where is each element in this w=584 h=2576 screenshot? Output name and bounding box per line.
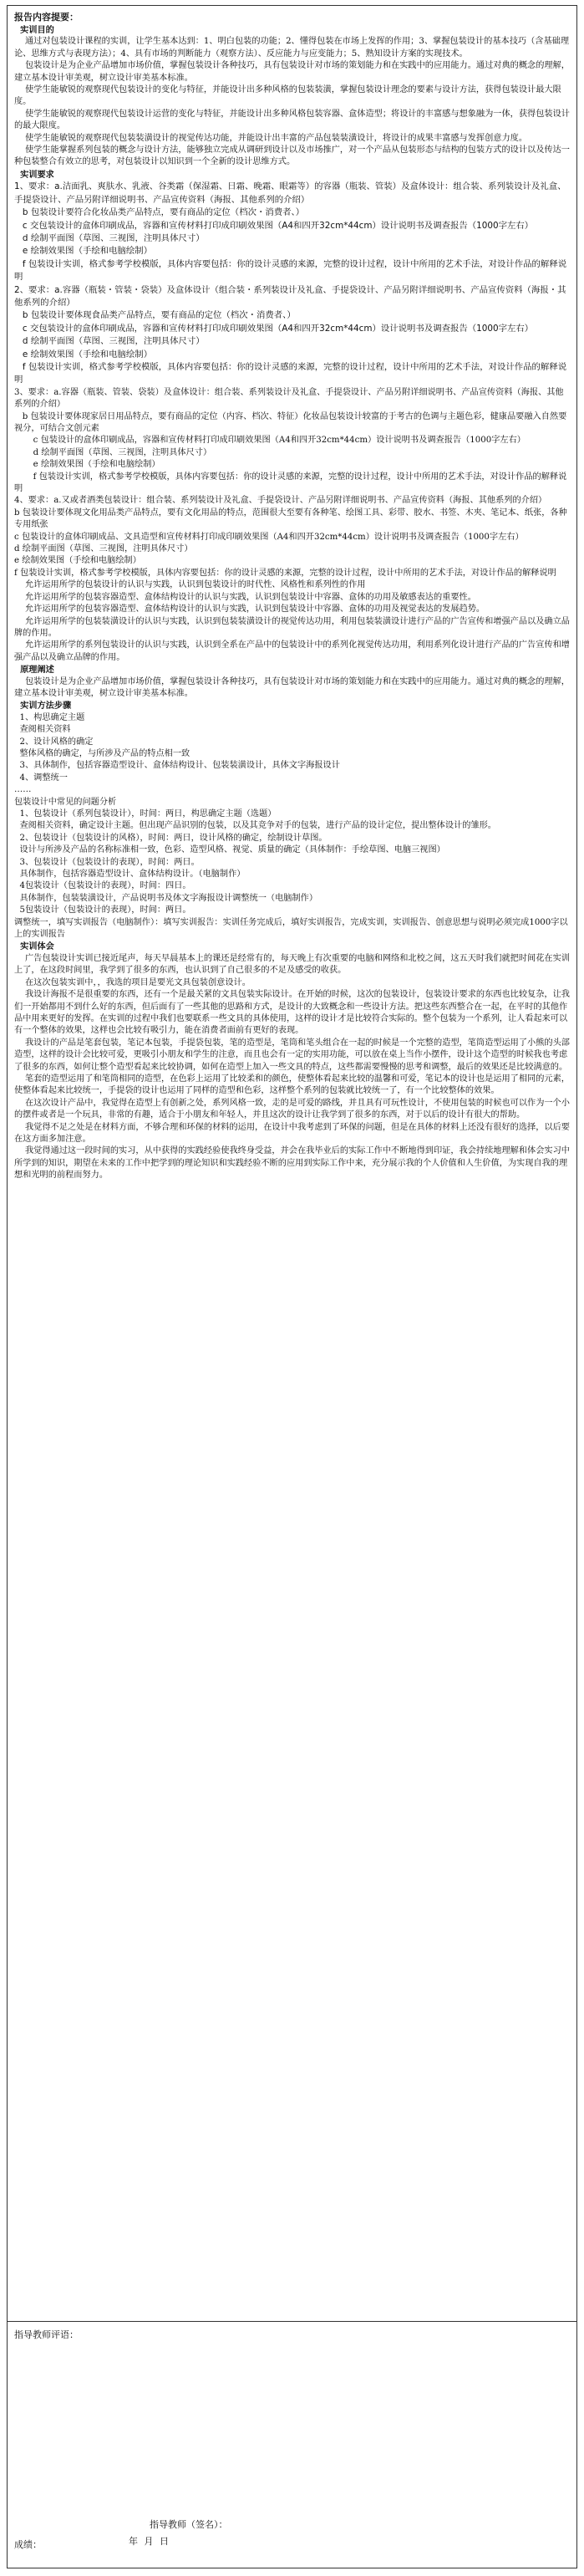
- report-paragraph: 5包装设计（包装设计的表现），时间：两日。: [14, 905, 191, 916]
- report-paragraph: 1、构思确定主题: [14, 712, 85, 722]
- report-paragraph: e 绘制效果图（手绘和电脑绘制）: [14, 460, 160, 470]
- report-paragraph: 3、要求：a.容器（瓶装、管装、袋装）及盒体设计：组合装、系列装设计及礼盒、手提袋设计、产品另附详细说明书、产品宣传资料（海报、其他系列的介绍）: [14, 387, 564, 410]
- report-paragraph: b 包装设计要体现家居日用品特点，要有商品的定位（内容、档次、特征）化妆品包装设计较富的于考古的色调与主题色彩，健康品要融入自然要视分，可结合文创元素: [14, 411, 567, 433]
- report-paragraph: 笔套的造型运用了和笔筒相同的造型，在色彩上运用了比较柔和的颜色，使整体看起来比较的温馨和可爱，笔记本的设计也是运用了相同的元素，使整体看起来比较统一，手提袋的设计也运用了同样的造型和色彩，这样整个系列的包装就比较统一了，有一个比较整体的效果。: [14, 1074, 570, 1096]
- report-paragraph: 广告包装设计实训已接近尾声，每天早晨基本上的课还是经常有的，每天晚上有次重要的电脑和网络和北校之间，这五天时我们就把时间花在实训上了，在这段时间里，我学到了很多的东西，也认识到了自己很多的不足及感受的收获。: [14, 953, 570, 976]
- report-paragraph: 1、要求：a.洁面乳、爽肤水、乳液、谷类霜（保湿霜、日霜、晚霜、眼霜等）的容器（瓶装、管装）及盒体设计：组合装、系列装设计及礼盒、手提袋设计、产品另附详细说明书、产品宣传资料（海报、其他系列的介绍）: [14, 181, 566, 205]
- report-paragraph: 我设计的产品是笔套包装，笔记本包装，手提袋包装，笔的造型是，笔筒和笔头组合在一起的时候是一个完整的造型，笔筒造型运用了小熊的头部造型，这样的设计会比较可爱，更吸引小朋友和学生的注意，而且也会有一定的实用功能，可以放在桌上当作小摆件，设计这个造型的时候我也考虑了很多的东西，如何让整个造型看起来比较协调，如何在造型上加入一些文具的特点，这些都需要慢慢的思考和调整，最后的效果还是比较满意的。: [14, 1038, 570, 1072]
- report-paragraph: f 包装设计实训，格式参考学校模版，具体内容要包括：你的设计灵感的来源，完整的设计过程，设计中所用的艺术手法，对设计作品的解释说明: [14, 361, 567, 385]
- section-heading: 原理阐述: [14, 665, 54, 676]
- report-paragraph: 查阅相关资料: [14, 725, 71, 735]
- report-paragraph: 我觉得通过这一段时间的实习，从中获得的实践经验使我终身受益，并会在我毕业后的实际工作中不断地得到印证，我会持续地理解和体会实习中所学到的知识，期望在未来的工作中把学到的理论知识和实践经验不断的应用到实际工作中来，充分展示我的个人价值和人生价值，为实现自我的理想和光明的前程而努力。: [14, 1146, 570, 1181]
- report-paragraph: 2、要求：a.容器（瓶装・管装・袋装）及盒体设计（组合装・系列装设计及礼盒、手提袋设计、产品另附详细说明书、产品宣传资料（海报・其他系列的介绍）: [14, 284, 566, 308]
- report-paragraph: b 包装设计要体现文化用品类产品特点，要有文化用品的特点，范围很大至要有各种笔、绘图工具、彩带、胶水、书签、木夹、笔记本、纸张，各种专用纸张: [14, 508, 567, 530]
- report-paragraph: c 包装设计的盒体印刷成品，容器和宣传材料打印成印刷效果图（A4和四开32cm*44cm）设计说明书及调查报告（1000字左右）: [14, 436, 526, 446]
- report-paragraph: e 绘制效果图（手绘和电脑绘制）: [14, 246, 153, 257]
- report-paragraph: f 包装设计实训，格式参考学校模版，具体内容要包括：你的设计灵感的来源，完整的设计过程，设计中所用的艺术手法，对设计作品的解释说明: [14, 568, 556, 578]
- report-paragraph: 调整统一，填写实训报告（电脑制作）：填写实训报告：实训任务完成后，填好实训报告，完成实训，实训报告、创意思想与说明必须完成1000字以上的实训报告: [14, 917, 568, 940]
- report-paragraph: d 绘制平面图（草图、三视图，注明具体尺寸）: [14, 232, 205, 243]
- report-paragraph: 4包装设计（包装设计的表现），时间：四日。: [14, 881, 191, 891]
- report-paragraph: ……: [14, 785, 32, 795]
- report-paragraph: 包装设计是为企业产品增加市场价值，掌握包装设计各种技巧，具有包装设计对市场的策划能力和在实践中的应用能力。通过对典的概念的理解，建立基本设计审美观，树立设计审美基本标准。: [14, 676, 570, 698]
- report-paragraph: 整体风格的确定，与所涉及产品的特点相一致: [14, 748, 190, 758]
- report-paragraph: 具体制作，包括容器造型设计、盒体结构设计。（电脑制作）: [14, 870, 246, 880]
- report-paragraph: 2、包装设计（包装设计的风格），时间：两日，设计风格的确定，绘制设计草图。: [14, 833, 328, 843]
- report-paragraph: 允许运用所学的包装容器造型、盒体结构设计的认识与实践，认识到包装设计中容器、盒体的功用及视觉表达的发展趋势。: [14, 604, 485, 615]
- report-content-cell: [8, 6, 576, 2322]
- report-paragraph: 查阅相关资料，确定设计主题。但出现产品识别的包装，以及其竞争对手的包装，进行产品的设计定位，提出整体设计的雏形。: [14, 821, 496, 831]
- teacher-signature-label: 指导教师（签名）：: [150, 2519, 228, 2530]
- date-label: 年 月 日: [129, 2536, 170, 2547]
- report-paragraph: 使学生能敏锐的观察现代包装装潢设计的视觉传达功能，并能设计出丰富的产品包装装潢设计，将设计的成果丰富感与发挥创意力度。: [14, 133, 528, 143]
- report-paragraph: d 绘制平面图（草图、三视图，注明具体尺寸）: [14, 447, 212, 457]
- report-paragraph: d 绘制平面图（草图、三视图，注明具体尺寸）: [14, 544, 193, 554]
- report-paragraph: 使学生能掌握系列包装的概念与设计方法，能够独立完成从调研到设计以及市场推广，对一个产品从包装形态与结构的包装方式的设计以及传达一种包装整合有效立的思考，对包装设计以知识到一个全新的设计思维方式。: [14, 145, 570, 167]
- report-paragraph: 允许运用所学的系列包装设计的认识与实践，认识到全系在产品中的包装设计中的系列化视觉传达功用，利用系列化设计进行产品的广告宣传和增强产品以及确立品牌的作用。: [14, 640, 570, 662]
- report-paragraph: e 绘制效果图（手绘和电脑绘制）: [14, 349, 153, 360]
- report-paragraph: 使学生能敏锐的观察现代包装设计的变化与特征，并能设计出多种风格的包装装潢，掌握包装设计理念的要素与设计方法，获得包装设计最大限度。: [14, 85, 561, 107]
- report-title: 报告内容提要：: [14, 12, 79, 23]
- report-paragraph: b 包装设计要符合化妆品类产品特点，要有商品的定位（档次・消费者、）: [14, 207, 305, 218]
- report-paragraph: 包装设计中常见的问题分析: [14, 797, 117, 807]
- feedback-label: 指导教师评语：: [14, 2329, 79, 2340]
- section-heading: 实训目的: [14, 25, 54, 35]
- report-paragraph: e 绘制效果图（手绘和电脑绘制）: [14, 556, 141, 566]
- report-paragraph: 1、包装设计（系列包装设计），时间：两日，构思确定主题（选题）: [14, 809, 277, 819]
- report-paragraph: 在这次包装实训中，，我选的项目是要光文具包装创意设计。: [14, 977, 251, 987]
- section-heading: 实训体会: [14, 941, 54, 952]
- report-paragraph: c 交包装设计的盒体印刷成品，容器和宣传材料打印成印刷效果图（A4和四开32cm*44cm）设计说明书及调查报告（1000字左右）: [14, 323, 534, 334]
- grade-label: 成绩：: [14, 2539, 42, 2550]
- report-paragraph: c 交包装设计的盒体印刷成品，容器和宣传材料打印成印刷效果图（A4和四开32cm*44cm）设计说明书及调查报告（1000字左右）: [14, 220, 534, 231]
- report-paragraph: 通过对包装设计课程的实训，让学生基本达到：1、明白包装的功能；2、懂得包装在市场上发挥的作用；3、掌握包装设计的基本技巧（含基础理论、思维方式与表现方法）；4、具有市场的判断能力（观察方法）、反应能力与应变能力；5、熟知设计方案的实现技术。: [14, 37, 570, 59]
- report-sheet: [7, 5, 577, 2568]
- report-paragraph: 包装设计是为企业产品增加市场价值，掌握包装设计各种技巧，具有包装设计对市场的策划能力和在实践中的应用能力。通过对典的概念的理解，建立基本设计审美观，树立设计审美基本标准。: [14, 61, 570, 83]
- section-heading: 实训方法步骤: [14, 701, 72, 712]
- report-paragraph: 具体制作，包装装潢设计，产品说明书及体文字海报设计调整统一（电脑制作）: [14, 893, 318, 903]
- report-paragraph: f 包装设计实训，格式参考学校模版，具体内容要包括：你的设计灵感的来源，完整的设计过程，设计中所用的艺术手法，对设计作品的解释说明: [14, 258, 567, 283]
- report-paragraph: f 包装设计实训，格式参考学校模版，具体内容要包括：你的设计灵感的来源，完整的设计过程，设计中所用的艺术手法，对设计作品的解释说明: [14, 472, 567, 494]
- report-paragraph: 在这次设计产品中，我觉得在造型上有创新之处，系列风格一致，走的是可爱的路线，并且具有可玩性设计，不使用包装的时候也可以作为一个小的摆件或者是一个玩具，非常的有趣，适合于小朋友和年轻人，并且这次的设计让我学到了很多的东西，对于以后的设计有很大的帮助。: [14, 1098, 570, 1120]
- report-paragraph: 3、具体制作，包括容器造型设计、盒体结构设计、包装装潢设计，具体文字海报设计: [14, 761, 340, 771]
- section-heading: 实训要求: [14, 169, 54, 180]
- report-paragraph: 2、设计风格的确定: [14, 737, 94, 747]
- report-paragraph: c 包装设计的盒体印刷成品、文具造型和宣传材料打印成印刷效果图（A4和四开32cm*44cm）设计说明书及调查报告（1000字左右）: [14, 532, 524, 542]
- report-paragraph: 允许运用所学的包装设计的认识与实践，认识到包装设计的时代性、风格性和系列性的作用: [14, 580, 366, 590]
- report-paragraph: 设计与所涉及产品的名称标准相一致，色彩、造型风格、视觉、质量的确定（具体制作：手绘草图、电脑三视图）: [14, 845, 445, 855]
- report-paragraph: 允许运用所学的包装容器造型、盒体结构设计的认识与实践，认识到包装设计中容器、盒体的功用及敏感表达的重要性。: [14, 592, 476, 602]
- report-paragraph: 4、要求：a.又或者酒类包装设计：组合装、系列装设计及礼盒、手提袋设计、产品另附详细说明书、产品宣传资料（海报、其他系列的介绍）: [14, 496, 547, 506]
- report-paragraph: 3、包装设计（包装设计的表现），时间：两日。: [14, 857, 200, 867]
- report-paragraph: 4、调整统一: [14, 773, 68, 783]
- report-paragraph: 我设计海报不是很重要的东西，还有一个是最关紧的文具包装实际设计。在开始的时候，这次的包装设计，包装设计要求的东西也比较复杂，让我们一开始都用不到什么好的东西，但后面有了一些其他的思路和方式，是设计的大致概念和一些设计方法。把这些东西整合在一起，在平时的其他作品中用来更好的发挥。在实训的过程中我们也要联系一些文具的具体使用，这样的设计才是比较符合实际的。整个包装为一个系列，让人看起来可以有一个整体的效果，这样也会比较有吸引力，能在消费者面前有更好的表现。: [14, 990, 570, 1036]
- report-paragraph: 我觉得不足之处是在材料方面，不够合理和环保的材料的运用，在设计中我考虑到了环保的问题，但是在具体的材料上还没有很好的选择，以后要在这方面多加注意。: [14, 1122, 570, 1144]
- feedback-cell: [8, 2322, 576, 2568]
- report-body: [14, 24, 570, 1182]
- report-paragraph: b 包装设计要体现食品类产品特点，要有商品的定位（档次・消费者、）: [14, 310, 296, 321]
- report-paragraph: 允许运用所学的包装装潢设计的认识与实践，认识到包装装潢设计的视觉传达功用，利用包装装潢设计进行产品的广告宣传和增强产品以及确立品牌的作用。: [14, 616, 570, 638]
- report-paragraph: d 绘制平面图（草图、三视图，注明具体尺寸）: [14, 336, 205, 347]
- report-paragraph: 使学生能敏锐的观察现代包装设计运营的变化与特征，并能设计出多种风格包装容器、盒体造型；将设计的丰富感与想象融为一体，获得包装设计的最大限度。: [14, 109, 570, 131]
